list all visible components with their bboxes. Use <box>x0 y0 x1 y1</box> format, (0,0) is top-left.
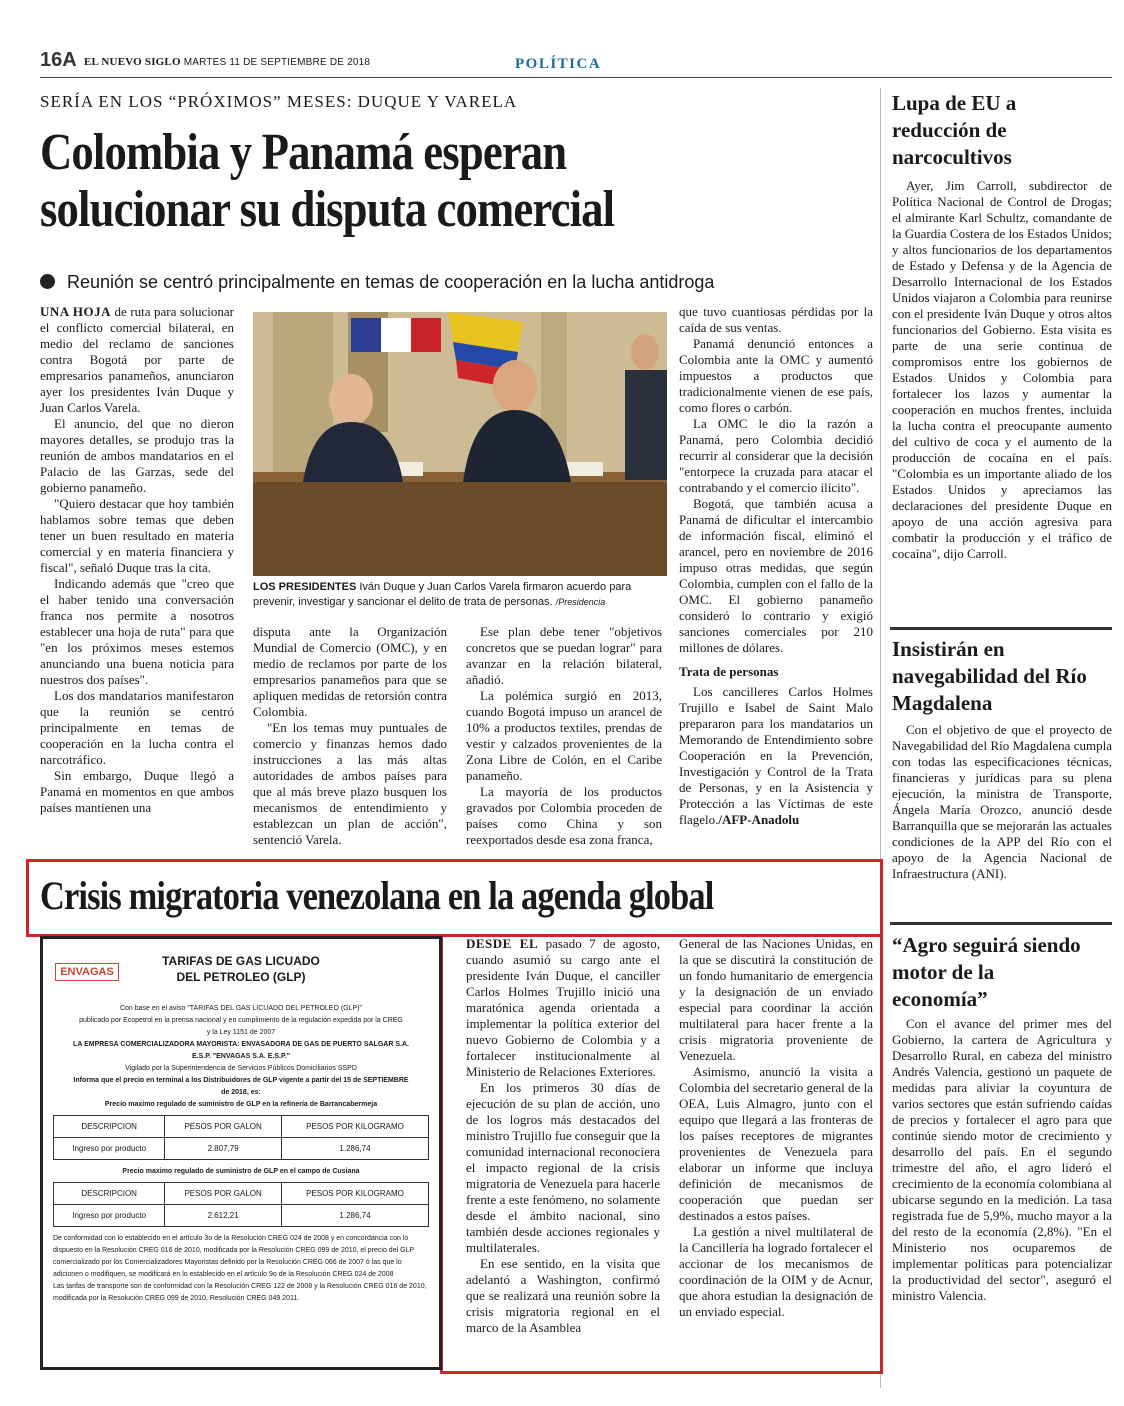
sidebar-body-2 <box>892 722 1112 882</box>
paragraph <box>679 684 873 828</box>
ad-intro-3: y la Ley 1151 de 2007 <box>206 1029 276 1036</box>
newspaper-name: EL NUEVO SIGLO <box>84 56 181 68</box>
main-subhead <box>40 272 714 293</box>
ad-title-1: TARIFAS DE GAS LICUADO <box>162 954 320 968</box>
paragraph: Sin embargo, Duque llegó a Panamá en momentos en que ambos países mantienen una <box>40 768 234 815</box>
paragraph: que tuvo cuantiosas pérdidas por la caída de sus ventas. <box>679 304 873 335</box>
photo-caption <box>253 580 667 610</box>
ad-informa-1: Informa que el precio en terminal a los Distribuidores de GLP vigente a partir del 15 de SEPTIEMBRE <box>73 1077 409 1084</box>
ad-title-2: DEL PETROLEO (GLP) <box>176 970 306 984</box>
sidebar-separator <box>890 922 1112 925</box>
main-headline-line1: Colombia y Panamá esperan <box>40 124 567 181</box>
ad-vigilado: Vigilado por la Superintendencia de Servicios Públicos Domiciliarios SSPD <box>125 1065 357 1072</box>
presidents-signing-photo <box>253 312 667 576</box>
sidebar-body-3 <box>892 1016 1112 1304</box>
paragraph: El anuncio, del que no dieron mayores detalles, se produjo tras la reunión de ambos mandatarios en el Palacio de las Garzas, sede del gobierno panameño. <box>40 416 234 495</box>
ad-footnote-2: Las tarifas de transporte son de conformidad con la Resolución CREG 122 de 2008 y la Resolución CREG 016 de 2010, modificada por la Resolución CREG 099 de 2010, Resolución CREG 049 2011. <box>53 1283 427 1302</box>
paragraph: Con el avance del primer mes del Gobierno, la cartera de Agricultura y Desarrollo Rural, en cabeza del ministro Andrés Valencia, gestionó un paquete de medidas para aliviar la coyuntura de varios sectores que están sufriendo caídas de precios y fortalecer el agro para que continúe siendo motor de crecimiento y desarrollo del país. En el segundo trimestre del año, el agro lideró el crecimiento de la economía colombiana al ubicarse segundo en la medición. La tasa registrada fue de 5,9%, mucho mayor a la del resto de la economía (2,8%). "En el Ministerio nos ocuparemos de implementar políticas para potencializar la productividad del sector", aseguró el ministro Valencia. <box>892 1016 1112 1303</box>
table-header: PESOS POR KILOGRAMO <box>281 1183 428 1205</box>
main-headline <box>40 124 754 238</box>
main-kicker: SERÍA EN LOS “PRÓXIMOS” MESES: DUQUE Y VARELA <box>40 92 518 111</box>
ad-table-1-title: Precio maximo regulado de suministro de GLP en la refinería de Barrancabermeja <box>104 1101 378 1108</box>
ad-table-2 <box>53 1182 429 1227</box>
paragraph: La OMC le dio la razón a Panamá, pero Colombia decidió recurrir al considerar que la decisión "entorpece la cruzada para atacar el contrabando y el comercio ilícito". <box>679 416 873 495</box>
section-title: POLÍTICA <box>515 56 602 72</box>
caption-lead: LOS PRESIDENTES <box>253 581 357 593</box>
ad-intro-2: publicado por Ecopetrol en la prensa nacional y en cumplimiento de la regulación expedida por la CREG <box>79 1017 403 1024</box>
second-headline: Crisis migratoria venezolana en la agenda global <box>40 873 714 918</box>
paragraph: Con el objetivo de que el proyecto de Navegabilidad del Río Magdalena cumpla con todas las especificaciones técnicas, financieras y jurídicas para su plena ejecución, la ministra de Transporte, Ángela María Orozco, anunció desde Barranquilla que se mejorarán las actuales condiciones de la APP del Río con el apoyo de la Agencia Nacional de Infraestructura (ANI). <box>892 722 1112 881</box>
paragraph: En ese sentido, en la visita que adelantó a Washington, confirmó que se realizará una reunión sobre la crisis migratoria regional en el marco de la Asamblea <box>466 1256 660 1335</box>
paragraph-text: Los cancilleres Carlos Holmes Trujillo e Isabel de Saint Malo prepararon para los mandatarios un Memorando de Entendimiento sobre Cooperación en la Prevención, Investigación y Control de la Trata de Personas, y en la Asistencia y Protección a las Víctimas de este flagelo. <box>679 684 873 827</box>
glp-tariff-ad <box>40 936 442 1370</box>
photo-illustration <box>253 312 667 576</box>
newspaper-masthead <box>84 56 370 68</box>
main-column-4 <box>679 304 873 828</box>
paragraph: disputa ante la Organización Mundial de Comercio (OMC), y en medio de reclamos por parte de los empresarios panameños para que se apliquen medidas de retorsión contra Colombia. <box>253 624 447 719</box>
paragraph: Indicando además que "creo que el haber tenido una conversación franca nos permite a nosotros establecer una hoja de ruta" para que "en los próximos meses estemos anunciando una buena noticia para nuestros dos países". <box>40 576 234 687</box>
table-cell: 2.612,21 <box>165 1205 282 1227</box>
caption-text: Iván Duque y Juan Carlos Varela firmaron acuerdo para prevenir, investigar y sancionar el delito de trata de personas. <box>253 581 632 608</box>
table-row <box>54 1116 429 1138</box>
table-cell: 2.807,79 <box>165 1138 282 1160</box>
lead-words: DESDE EL <box>466 936 539 951</box>
table-row <box>54 1138 429 1160</box>
header-rule <box>40 77 1112 78</box>
paragraph: Panamá denunció entonces a Colombia ante la OMC y aumentó impuestos a productos que tradicionalmente vienen de ese país, como flores o carbón. <box>679 336 873 415</box>
second-column-2 <box>679 936 873 1320</box>
story-credit: /AFP-Anadolu <box>718 812 800 827</box>
sidebar-title-2: Insistirán en navegabilidad del Río Magdalena <box>892 637 1087 715</box>
paragraph: General de las Naciones Unidas, en la que se discutirá la constitución de un fondo humanitario de emergencia y la designación de un enviado especial para coordinar la acción multilateral para hacer frente a la crisis migratoria proveniente de Venezuela. <box>679 936 873 1063</box>
subsection-title: Trata de personas <box>679 664 779 679</box>
table-cell: 1.286,74 <box>281 1138 428 1160</box>
table-header: PESOS POR GALON <box>165 1183 282 1205</box>
main-headline-line2: solucionar su disputa comercial <box>40 181 615 238</box>
ad-informa-2: de 2018, es: <box>221 1089 261 1096</box>
table-header: PESOS POR KILOGRAMO <box>281 1116 428 1138</box>
ad-intro-1: Con base en el aviso "TARIFAS DEL GAS LICUADO DEL PETROLEO (GLP)" <box>119 1005 363 1012</box>
paragraph: "En los temas muy puntuales de comercio y finanzas hemos dado instrucciones a las más altas autoridades de ambos países para que al más breve plazo busquen los mecanismos de entendimiento y establezcan un plan de acción", sentenció Varela. <box>253 720 447 847</box>
table-cell: 1.286,74 <box>281 1205 428 1227</box>
paragraph: Ayer, Jim Carroll, subdirector de Política Nacional de Control de Drogas; el almirante Karl Schultz, comandante de la Guardia Costera de los Estados Unidos; y altos funcionarios de los departamentos de Estado y Defensa y de la Agencia de Desarrollo Internacional de los Estados Unidos viajaron a Colombia para reunirse con el presidente Iván Duque y otros altos funcionarios del Gobierno. Esta visita es parte de una serie continua de compromisos entre los gobiernos de Estados Unidos y Colombia para fortalecer los lazos y aumentar la cooperación en muchos frentes, incluida la lucha contra el preocupante aumento del cultivo de coca y el aumento de la producción de cocaína en el país. "Colombia es un importante aliado de los Estados Unidos y apreciamos las declaraciones del presidente Duque en apoyo de una acción agresiva para combatir la producción y el tráfico de cocaína", dijo Carroll. <box>892 178 1112 561</box>
paragraph: La polémica surgió en 2013, cuando Bogotá impuso un arancel de 10% a productos textiles, prendas de vestir y calzados provenientes de la Zona Libre de Colón, en el Caribe panameño. <box>466 688 662 783</box>
paragraph: Asimismo, anunció la visita a Colombia del secretario general de la OEA, Luis Almagro, junto con el equipo que llegará a las fronteras de los países receptores de migrantes provenientes de Venezuela para elaborar un informe que incluya definición de mecanismos de cooperación que puedan ser destinados a estos países. <box>679 1064 873 1223</box>
main-column-2 <box>253 624 447 848</box>
table-cell: Ingreso por producto <box>54 1205 165 1227</box>
envagas-logo: ENVAGAS <box>55 963 119 981</box>
main-column-1 <box>40 304 234 816</box>
sidebar-body-1 <box>892 178 1112 562</box>
table-header: DESCRIPCION <box>54 1116 165 1138</box>
second-column-1 <box>466 936 660 1336</box>
page-number: 16A <box>40 49 77 71</box>
paragraph: En los primeros 30 días de ejecución de su plan de acción, uno de los logros más destacados del ministro Trujillo fue conseguir que la comunidad internacional reconociera el impacto regional de la crisis migratoria de Venezuela para hacerle frente a este fenómeno, no solamente desde el ámbito nacional, sino también desde acciones regionales y multilaterales. <box>466 1080 660 1255</box>
ad-table-1 <box>53 1115 429 1160</box>
paragraph: La mayoría de los productos gravados por Colombia proceden de países como China y son reexportados desde esa zona franca, <box>466 784 662 847</box>
table-header: PESOS POR GALON <box>165 1116 282 1138</box>
sidebar-title-1: Lupa de EU a reducción de narcocultivos <box>892 91 1017 169</box>
paragraph: de ruta para solucionar el conflicto comercial bilateral, en medio del reclamo de sanciones contra Bogotá por parte de empresarios panameños, anunciaron ayer los presidentes Iván Duque y Juan Carlos Varela. <box>40 304 234 415</box>
ad-company-1: LA EMPRESA COMERCIALIZADORA MAYORISTA: ENVASADORA DE GAS DE PUERTO SALGAR S.A. <box>73 1041 409 1048</box>
paragraph: La gestión a nivel multilateral de la Cancillería ha logrado fortalecer el accionar de los mecanismos de coordinación de la OIM y de Acnur, que ahora estudian la designación de un enviado especial. <box>679 1224 873 1319</box>
subhead-text: Reunión se centró principalmente en temas de cooperación en la lucha antidroga <box>67 272 715 292</box>
paragraph: Los dos mandatarios manifestaron que la reunión se centró principalmente en temas de cooperación en la lucha contra el narcotráfico. <box>40 688 234 767</box>
table-cell: Ingreso por producto <box>54 1138 165 1160</box>
paragraph: "Quiero destacar que hoy también hablamos sobre temas que deben tener un buen resultado en materia comercial y en materia financiera y fiscal", señaló Duque tras la cita. <box>40 496 234 575</box>
ad-footnote-1: De conformidad con lo establecido en el artículo 3o de la Resolución CREG 024 de 2008 y en concordancia con lo dispuesto en la Resolución CREG 016 de 2010, modificada por la Resolución CREG 099 de 2010, el precio del GLP comercializado por los Comercializadores Mayoristas definido por la Resolución CREG 066 de 2007 ó las que lo adicionen o modifiquen, se modificará en lo establecido en el artículo 9o de la Resolución CREG 024 de 2008 <box>53 1235 414 1278</box>
table-row <box>54 1183 429 1205</box>
ad-company-2: E.S.P. "ENVAGAS S.A. E.S.P." <box>191 1053 291 1060</box>
photo-credit: /Presidencia <box>555 597 606 607</box>
bullet-icon <box>40 274 55 289</box>
paragraph: Ese plan debe tener "objetivos concretos que se puedan lograr" para avanzar en la relación bilateral, añadió. <box>466 624 662 687</box>
sidebar-title-3: “Agro seguirá siendo motor de la economía” <box>892 933 1081 1011</box>
paragraph-text: pasado 7 de agosto, cuando asumió su cargo ante el presidente Iván Duque, el canciller Carlos Holmes Trujillo inició una maratónica agenda orientada a implementar la política exterior del nuevo Gobierno de Colombia y a fortalecer institucionalmente al Ministerio de Relaciones Exteriores. <box>466 936 660 1079</box>
table-row <box>54 1205 429 1227</box>
main-column-3 <box>466 624 662 848</box>
ad-table-2-title: Precio maximo regulado de suministro de GLP en el campo de Cusiana <box>122 1168 360 1175</box>
sidebar-separator <box>890 627 1112 630</box>
issue-date: MARTES 11 DE SEPTIEMBRE DE 2018 <box>183 57 371 68</box>
paragraph: Bogotá, que también acusa a Panamá de dificultar el intercambio de información fiscal, eliminó el arancel, pero en noviembre de 2016 impuso otras medidas, que según Colombia, cumplen con el fallo de la OMC. El gobierno panameño consideró lo contrario y exigió sanciones comerciales por 210 millones de dólares. <box>679 496 873 655</box>
table-header: DESCRIPCION <box>54 1183 165 1205</box>
lead-words: UNA HOJA <box>40 304 112 319</box>
